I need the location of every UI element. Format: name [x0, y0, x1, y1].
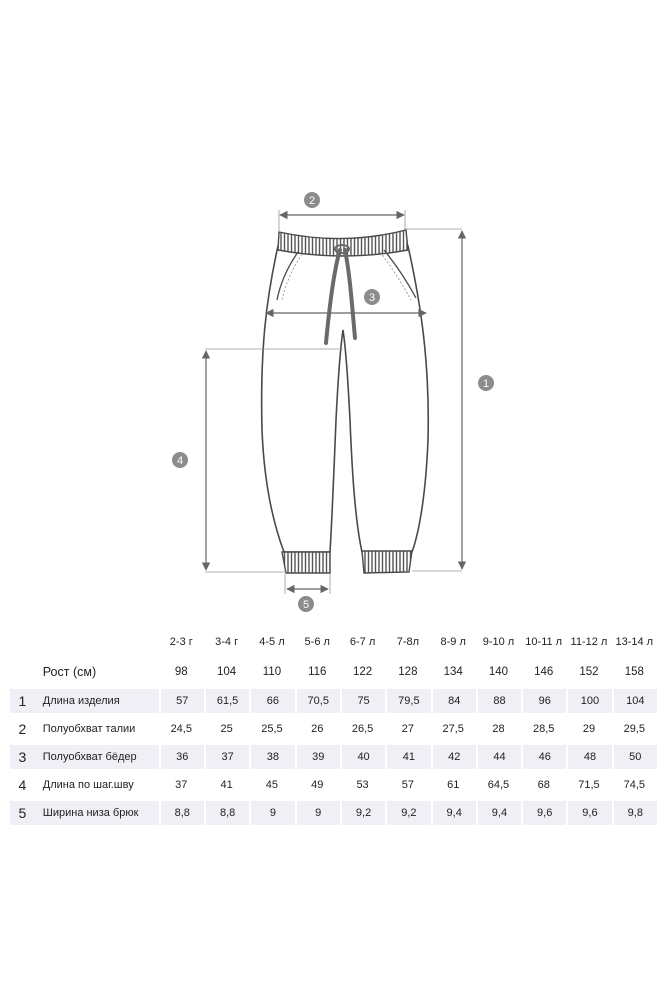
size-header-3: 5-6 л: [304, 636, 330, 648]
size-header-4: 6-7 л: [349, 636, 376, 648]
pants-body: [262, 246, 429, 552]
row-value: 9,4: [431, 801, 476, 825]
row-value: 57: [159, 689, 204, 713]
measure-badge-3: [364, 289, 380, 305]
size-header-2: 4-5 л: [259, 636, 285, 648]
row-value: 45: [265, 779, 279, 791]
height-label: Рост (см): [42, 665, 97, 679]
size-header-1: 3-4 г: [215, 636, 239, 648]
height-value: 110: [262, 666, 282, 678]
measure-badge-5: [298, 596, 314, 612]
svg-text:1: 1: [482, 378, 490, 390]
row-value: 38: [249, 745, 294, 769]
height-value: 128: [398, 666, 418, 678]
size-header-9: 11-12 л: [570, 636, 608, 648]
height-value: 152: [579, 666, 599, 678]
row-index: 1: [10, 689, 35, 713]
row-value: 37: [204, 745, 249, 769]
row-value: 27,5: [442, 723, 464, 735]
measure-badge-1: [478, 375, 494, 391]
row-value: 9: [295, 801, 340, 825]
row-value: 100: [566, 689, 611, 713]
row-value: 74,5: [623, 779, 645, 791]
row-value: 28: [492, 723, 505, 735]
row-value: 9,4: [476, 801, 521, 825]
row-value: 9,2: [340, 801, 385, 825]
row-value: 64,5: [487, 779, 510, 791]
row-value: 41: [385, 745, 430, 769]
row-value: 40: [340, 745, 385, 769]
row-index: 3: [10, 745, 35, 769]
right-cuff: [362, 551, 412, 573]
row-value: 71,5: [578, 779, 600, 791]
row-label: Ширина низа брюк: [35, 801, 159, 825]
measure-badge-4: [172, 452, 188, 468]
row-label: Длина изделия: [35, 689, 159, 713]
row-value: 9,2: [385, 801, 430, 825]
row-value: 68: [537, 779, 550, 791]
row-value: 88: [476, 689, 521, 713]
size-header-0: 2-3 г: [169, 636, 193, 648]
row-value: 9: [249, 801, 294, 825]
row-value: 8,8: [204, 801, 249, 825]
height-value: 158: [624, 666, 644, 678]
size-header-10: 13-14 л: [615, 636, 654, 648]
row-value: 29,5: [623, 723, 645, 735]
row-value: 104: [612, 689, 657, 713]
row-value: 9,8: [612, 801, 657, 825]
height-value: 146: [534, 666, 554, 678]
row-label: Длина по шаг.шву: [42, 779, 134, 791]
row-value: 36: [159, 745, 204, 769]
row-value: 28,5: [532, 723, 555, 735]
measure-row-4: [10, 773, 657, 797]
row-value: 8,8: [159, 801, 204, 825]
row-value: 24,5: [170, 723, 192, 735]
size-header-8: 10-11 л: [525, 636, 563, 648]
measure-row-2: [10, 717, 657, 741]
svg-text:3: 3: [368, 292, 376, 304]
svg-text:4: 4: [176, 455, 184, 467]
row-index: 4: [18, 777, 27, 793]
row-value: 66: [249, 689, 294, 713]
measure-row-5: [10, 801, 657, 825]
row-value: 50: [612, 745, 657, 769]
row-value: 61: [447, 779, 460, 791]
pants-outline: [262, 230, 429, 573]
measure-badge-2: [304, 192, 320, 208]
row-value: 39: [295, 745, 340, 769]
measure-row-3: [10, 745, 657, 769]
row-value: 29: [582, 723, 596, 735]
row-value: 44: [476, 745, 521, 769]
row-value: 37: [175, 779, 188, 791]
row-value: 25,5: [261, 723, 283, 735]
height-value: 140: [488, 666, 509, 678]
row-value: 9,6: [566, 801, 611, 825]
size-table: [10, 625, 657, 829]
row-value: 61,5: [204, 689, 249, 713]
row-value: 26,5: [351, 723, 374, 735]
size-header-6: 8-9 л: [440, 636, 466, 648]
row-value: 27: [401, 723, 414, 735]
row-value: 53: [356, 779, 369, 791]
measure-row-1: [10, 689, 657, 713]
row-value: 42: [431, 745, 476, 769]
height-value: 116: [308, 666, 327, 678]
size-header-7: 9-10 л: [482, 636, 515, 648]
row-index: 5: [10, 801, 35, 825]
size-header-row: [10, 629, 657, 655]
left-cuff: [282, 552, 330, 573]
row-value: 48: [566, 745, 611, 769]
row-value: 75: [340, 689, 385, 713]
row-value: 9,6: [521, 801, 566, 825]
row-value: 57: [401, 779, 414, 791]
row-value: 49: [311, 779, 324, 791]
height-value: 134: [443, 666, 463, 678]
size-header-5: 7-8л: [396, 636, 420, 648]
row-value: 79,5: [385, 689, 430, 713]
height-value: 98: [174, 666, 188, 678]
row-value: 46: [521, 745, 566, 769]
svg-text:2: 2: [308, 195, 316, 207]
row-label: Полуобхват бёдер: [35, 745, 159, 769]
row-index: 2: [18, 721, 27, 737]
height-value: 122: [352, 666, 373, 678]
svg-text:5: 5: [302, 599, 310, 611]
row-value: 70,5: [295, 689, 340, 713]
height-row: [10, 659, 657, 685]
row-value: 26: [311, 723, 324, 735]
row-value: 84: [431, 689, 476, 713]
row-value: 96: [521, 689, 566, 713]
height-value: 104: [217, 666, 237, 678]
row-label: Полуобхват талии: [42, 723, 136, 735]
row-value: 41: [220, 779, 233, 791]
row-value: 25: [220, 723, 233, 735]
